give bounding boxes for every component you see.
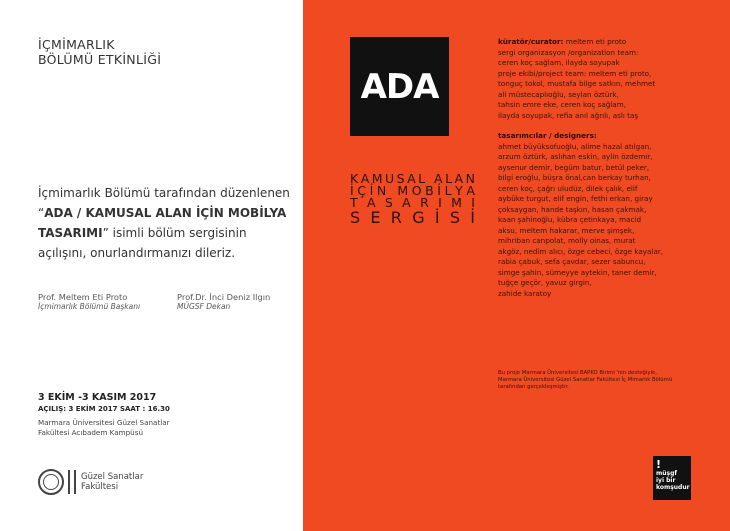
faculty-logo-line: Fakültesi — [81, 482, 119, 492]
komsu-logo-line: iyi bir — [656, 477, 676, 484]
designer-line: arzum öztürk, aslıhan eskin, aylin özdemir, — [498, 152, 653, 161]
faculty-mark-icon — [68, 470, 76, 494]
designer-line: rabia çabuk, sefa çavdar, sezer sabuncu, — [498, 257, 646, 266]
venue-line: Fakültesi Acıbadem Kampüsü — [38, 428, 144, 437]
curator-lines — [498, 48, 718, 122]
ada-logo-text: ADA — [360, 66, 439, 107]
department-title — [38, 37, 161, 67]
exhibition-title-line: S E R G İ S İ — [350, 208, 475, 227]
support-line: Marmara Üniversitesi Güzel Sanatlar Fakültesi İç Mimarlık Bölümü — [498, 376, 673, 383]
credit-line: tonguç tokol, mustafa bilge satkın, mehmet — [498, 79, 656, 88]
support-line: tarafından gerçekleşmiştir. — [498, 383, 569, 390]
signature-name: Prof. Meltem Eti Proto — [38, 292, 128, 302]
event-dates — [38, 392, 170, 414]
credits — [498, 37, 718, 299]
komsu-logo-line: müşgf — [656, 470, 677, 477]
right-panel — [303, 0, 730, 531]
support-line: Bu proje Marmara Üniversitesi BAPKO Birimi 'nin desteğiyle, — [498, 370, 657, 376]
opening-time: AÇILIŞ: 3 EKİM 2017 SAAT : 16.30 — [38, 405, 170, 413]
support-note — [498, 370, 718, 390]
designers-label: tasarımcılar / designers: — [498, 131, 597, 140]
curator-label: küratör/curator: — [498, 37, 564, 46]
date-range: 3 EKİM -3 KASIM 2017 — [38, 392, 157, 403]
designer-line: ceren koç, çağrı uludüz, dilek çalık, elif — [498, 183, 638, 193]
left-panel — [0, 0, 303, 531]
designer-line: bilgi eroğlu, büşra önal,can berkay turhan, — [498, 173, 651, 182]
venue-line: Marmara Üniversitesi Güzel Sanatlar — [38, 418, 170, 427]
credit-line: proje ekibi/project team: meltem eti proto, — [498, 68, 652, 78]
invitation-text — [38, 183, 293, 263]
invitation-pre: İçmimarlık Bölümü tarafından düzenlenen “ — [38, 186, 290, 220]
venue — [38, 418, 170, 438]
designer-line: akgöz, nedim alıcı, özge cebeci, özge kayalar, — [498, 246, 664, 256]
exhibition-title — [350, 173, 475, 226]
signature-role: İçmimarlık Bölümü Başkanı — [38, 302, 141, 311]
credit-line: ilayda soyupak, refia anıl ağrılı, aslı taş — [498, 110, 639, 120]
curator-name: meltem eti proto — [563, 37, 627, 46]
signature-name: Prof.Dr. İnci Deniz Ilgın — [177, 292, 271, 302]
faculty-logo-line: Güzel Sanatlar — [81, 472, 144, 482]
exhibition-title-line: İ Ç İ N M O B İ L Y A — [350, 183, 475, 198]
designer-line: aksu, meltem hakarar, merve şimşek, — [498, 225, 635, 235]
invitation-exhibition-name: ADA / KAMUSAL ALAN İÇİN MOBİLYA TASARIMI — [38, 206, 287, 240]
designer-line: mihriban canpolat, molly oinas, murat — [498, 236, 636, 245]
credit-line: ceren koç sağlam, ilayda soyupak — [498, 58, 620, 67]
department-title-line: İÇMİMARLIK — [38, 37, 115, 52]
university-seal-icon — [38, 469, 64, 495]
designer-lines — [498, 142, 718, 300]
ada-logo — [350, 37, 449, 136]
signature-role: MÜGSF Dekan — [177, 302, 231, 311]
exclamation-icon: ! — [656, 458, 662, 471]
credit-line: tahsin emre eke, ceren koç sağlam, — [498, 100, 626, 109]
exhibition-title-line: K A M U S A L A L A N — [350, 171, 475, 186]
komsu-logo-line: komşudur — [656, 484, 690, 491]
exhibition-title-line: T A S A R I M I — [350, 195, 475, 210]
designer-line: tuğçe geçör, yavuz girgin, — [498, 278, 592, 287]
department-title-line: BÖLÜMÜ ETKİNLİĞİ — [38, 52, 162, 67]
designer-line: zahide karatoy — [498, 288, 552, 298]
signature-head-of-department — [38, 292, 140, 312]
credit-line: ali müstecaplıoğlu, seylan öztürk, — [498, 89, 619, 99]
faculty-logo-text — [81, 472, 143, 492]
signature-dean — [177, 292, 270, 312]
designer-line: kaan şahinoğlu, kübra çetinkaya, macid — [498, 215, 642, 224]
faculty-logo — [38, 469, 143, 495]
invitation-post: ” isimli bölüm sergisinin açılışını, onurlandırmanızı dileriz. — [38, 226, 247, 260]
designer-line: aybüke turgut, elif engin, fethi erkan, giray — [498, 194, 653, 203]
designer-line: çoksaygan, hande taşkın, hasan çakmak, — [498, 204, 647, 214]
designer-line: ahmet büyüksofuoğlu, alime hazal atılgan, — [498, 141, 652, 151]
credit-line: sergi organizasyon /organization team: — [498, 47, 639, 57]
designer-line: aysenur demir, begüm batur, betül peker, — [498, 162, 650, 172]
designer-line: simge şahin, sümeyye aytekin, taner demir, — [498, 267, 657, 277]
komsu-logo — [653, 456, 691, 500]
